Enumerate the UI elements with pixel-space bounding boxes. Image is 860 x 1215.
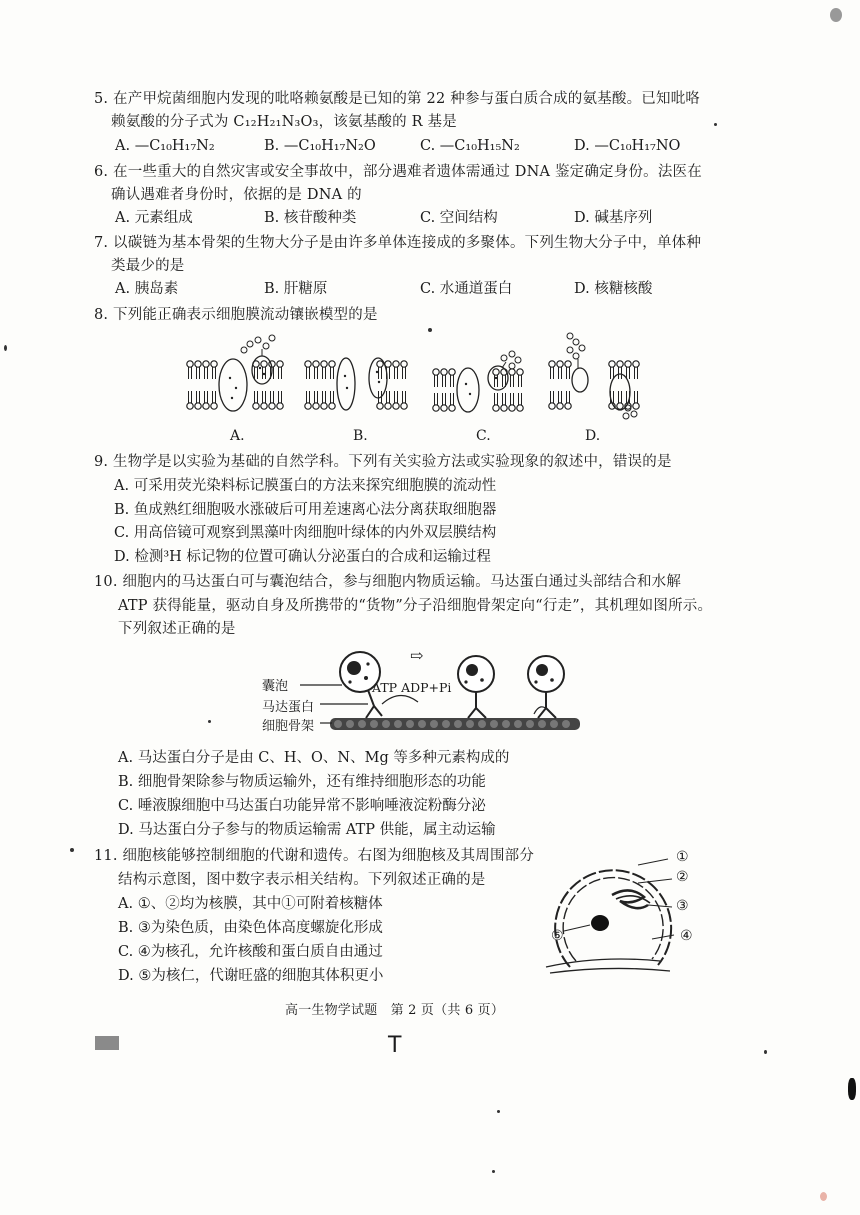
q10-stem-cont: ATP 获得能量，驱动自身及所携带的“货物”分子沿细胞骨架定向“行走”，其机理如图所示。: [118, 598, 713, 614]
scan-speck: [497, 1110, 500, 1113]
q10-option-c: C. 唾液腺细胞中马达蛋白功能异常不影响唾液淀粉酶分泌: [118, 798, 486, 814]
membrane-figure-d: [549, 333, 639, 419]
q9-option-a: A. 可采用荧光染料标记膜蛋白的方法来探究细胞膜的流动性: [114, 478, 497, 494]
q6-option-c: C. 空间结构: [420, 210, 498, 226]
footer-gray-block: [95, 1036, 119, 1050]
q10-stem: 10. 细胞内的马达蛋白可与囊泡结合，参与细胞内物质运输。马达蛋白通过头部结合和水解: [94, 574, 682, 590]
q10-option-b: B. 细胞骨架除参与物质运输外，还有维持细胞形态的功能: [118, 774, 486, 790]
membrane-figure-b: [305, 358, 407, 410]
nucleus-label-2: ②: [676, 869, 689, 885]
label-vesicle: 囊泡: [262, 679, 289, 694]
label-motor-protein: 马达蛋白: [262, 700, 315, 715]
q6-option-b: B. 核苷酸种类: [264, 210, 357, 226]
nucleus-label-5: ⑤: [551, 928, 564, 944]
q5-option-b: B. —C₁₀H₁₇N₂O: [264, 138, 376, 154]
membrane-model-figures: [180, 328, 660, 428]
cytoskeleton-track: [330, 718, 580, 730]
q6-option-d: D. 碱基序列: [574, 210, 653, 226]
q8-figure-label-a: A.: [230, 428, 245, 444]
q11-option-b: B. ③为染色质，由染色体高度螺旋化形成: [118, 920, 383, 936]
q5-stem: 5. 在产甲烷菌细胞内发现的吡咯赖氨酸是已知的第 22 种参与蛋白质合成的氨基酸。已知吡咯: [94, 91, 701, 107]
vesicle-3: [528, 656, 564, 718]
q7-option-b: B. 肝糖原: [264, 281, 328, 297]
q7-option-a: A. 胰岛素: [115, 281, 179, 297]
q11-option-c: C. ④为核孔，允许核酸和蛋白质自由通过: [118, 944, 383, 960]
membrane-figure-c: [433, 351, 523, 412]
q7-option-c: C. 水通道蛋白: [420, 281, 513, 297]
q8-figure-label-c: C.: [476, 428, 491, 444]
direction-arrow-icon: ⇨: [410, 646, 424, 665]
label-cytoskeleton: 细胞骨架: [262, 719, 315, 734]
q8-figure-label-d: D.: [585, 428, 601, 444]
scan-speck: [830, 8, 842, 22]
nucleus-label-4: ④: [680, 928, 693, 944]
q8-stem: 8. 下列能正确表示细胞膜流动镶嵌模型的是: [94, 307, 378, 323]
scan-speck: [714, 123, 717, 126]
q9-stem: 9. 生物学是以实验为基础的自然学科。下列有关实验方法或实验现象的叙述中，错误的是: [94, 454, 672, 470]
q6-option-a: A. 元素组成: [115, 210, 193, 226]
q7-stem: 7. 以碳链为基本骨架的生物大分子是由许多单体连接成的多聚体。下列生物大分子中，单体种: [94, 235, 702, 251]
scan-speck: [208, 720, 211, 723]
q10-stem-cont2: 下列叙述正确的是: [118, 621, 236, 637]
page-footer: 高一生物学试题 第 2 页（共 6 页）: [285, 1003, 505, 1018]
q7-option-d: D. 核糖核酸: [574, 281, 653, 297]
q11-option-a: A. ①、②均为核膜，其中①可附着核糖体: [118, 896, 383, 912]
q6-stem: 6. 在一些重大的自然灾害或安全事故中，部分遇难者遗体需通过 DNA 鉴定确定身份。法医在: [94, 164, 702, 180]
scan-speck: [70, 848, 74, 852]
q9-option-d: D. 检测³H 标记物的位置可确认分泌蛋白的合成和运输过程: [114, 549, 491, 565]
nucleus-label-1: ①: [676, 849, 689, 865]
scan-speck: [820, 1192, 827, 1201]
membrane-figure-a: [187, 335, 283, 411]
q6-stem-cont: 确认遇难者身份时，依据的是 DNA 的: [111, 187, 362, 203]
q11-stem: 11. 细胞核能够控制细胞的代谢和遗传。右图为细胞核及其周围部分: [94, 848, 535, 864]
scan-speck: [4, 345, 7, 351]
q9-option-b: B. 鱼成熟红细胞吸水涨破后可用差速离心法分离获取细胞器: [114, 502, 497, 518]
scan-speck: [492, 1170, 495, 1173]
scan-speck: [764, 1050, 767, 1054]
q11-stem-cont: 结构示意图，图中数字表示相关结构。下列叙述正确的是: [118, 872, 486, 888]
q8-figure-label-b: B.: [353, 428, 368, 444]
q5-option-a: A. —C₁₀H₁₇N₂: [115, 138, 215, 154]
scan-speck: [848, 1078, 856, 1100]
q5-stem-cont: 赖氨酸的分子式为 C₁₂H₂₁N₃O₃，该氨基酸的 R 基是: [111, 114, 457, 130]
nucleus-label-3: ③: [676, 898, 689, 914]
q10-option-d: D. 马达蛋白分子参与的物质运输需 ATP 供能，属主动运输: [118, 822, 496, 838]
q9-option-c: C. 用高倍镜可观察到黑藻叶肉细胞叶绿体的内外双层膜结构: [114, 525, 497, 541]
q10-option-a: A. 马达蛋白分子是由 C、H、O、N、Mg 等多种元素构成的: [118, 750, 510, 766]
q7-stem-cont: 类最少的是: [111, 258, 185, 274]
footer-mark: T: [388, 1033, 402, 1058]
q5-option-d: D. —C₁₀H₁₇NO: [574, 138, 681, 154]
q11-option-d: D. ⑤为核仁，代谢旺盛的细胞其体积更小: [118, 968, 384, 984]
q5-option-c: C. —C₁₀H₁₅N₂: [420, 138, 520, 154]
vesicle-2: [458, 656, 494, 718]
label-atp-adp: ATP ADP+Pi: [372, 680, 452, 695]
